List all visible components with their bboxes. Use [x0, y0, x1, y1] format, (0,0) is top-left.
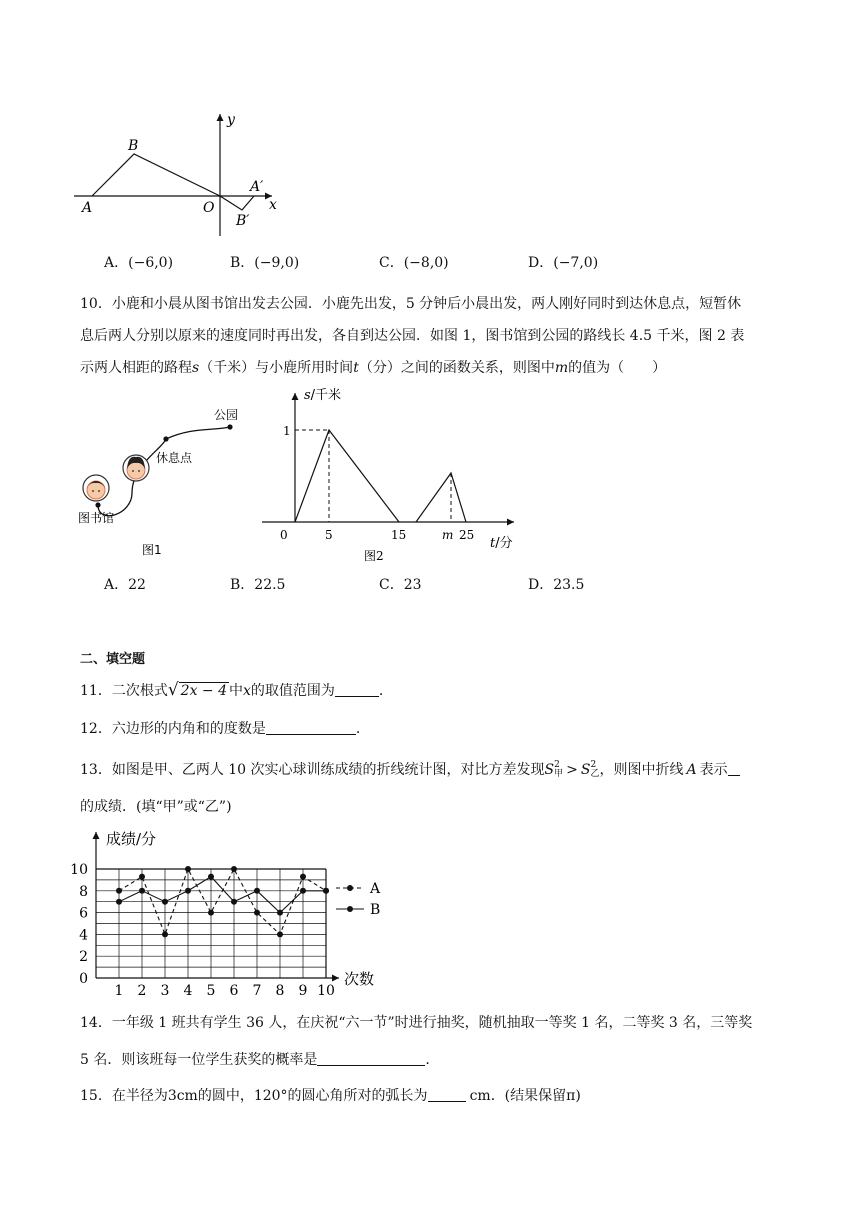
y-tick-label: 8 — [79, 883, 88, 900]
fig1-caption: 图1 — [142, 543, 162, 557]
data-point-B — [208, 874, 214, 880]
q9-option-d — [528, 252, 598, 272]
text: ．(结果保留π) — [490, 1088, 581, 1104]
q10-option-c — [379, 574, 422, 594]
q11-line — [80, 679, 780, 702]
option-value: 22 — [128, 577, 146, 593]
graph-segment-2 — [416, 473, 466, 522]
text: 11．二次根式 — [80, 683, 168, 699]
option-letter: D． — [528, 577, 554, 593]
y-tick-label: 2 — [79, 949, 88, 966]
q9-option-c — [379, 252, 449, 272]
data-point-A — [185, 866, 191, 872]
chart-ylabel: 成绩/分 — [106, 830, 157, 848]
data-point-B — [162, 899, 168, 905]
q13-line-2: 的成绩．(填“甲”或“乙”) — [80, 799, 232, 815]
data-point-A — [162, 931, 168, 937]
option-value: (−6,0) — [128, 255, 174, 271]
var-m: m — [554, 360, 569, 376]
x-tick-label: 5 — [206, 983, 216, 999]
option-value: 23 — [403, 577, 422, 593]
text: （分）之间的函数关系，则图中 — [358, 360, 555, 376]
variance-symbol: S — [580, 762, 591, 778]
tick-x-15: 15 — [391, 528, 407, 542]
answer-blank[interactable] — [728, 761, 740, 776]
q10-option-b — [230, 574, 285, 594]
answer-blank[interactable] — [428, 1087, 466, 1102]
q14-line-2 — [80, 1049, 780, 1071]
data-point-B — [231, 899, 237, 905]
library-label: 图书馆 — [78, 511, 115, 525]
data-point-A — [139, 874, 145, 880]
text: 15．在半径为3cm的圆中，120°的圆心角所对的弧长为 — [80, 1088, 428, 1104]
data-point-B — [300, 888, 306, 894]
text: 中 — [229, 683, 244, 699]
option-letter: A． — [104, 255, 129, 271]
option-value: 22.5 — [254, 577, 286, 593]
tick-y-1: 1 — [283, 424, 291, 438]
text: 的值为（ ） — [568, 360, 667, 376]
q9-figure — [70, 108, 290, 240]
x-tick-label: 6 — [229, 983, 239, 999]
park-label: 公园 — [214, 408, 239, 422]
legend-marker-A — [347, 885, 353, 891]
q14-line-1: 14．一年级 1 班共有学生 36 人，在庆祝“六一节”时进行抽奖，随机抽取一等奖 1 名，二等奖 3 名，三等奖 — [80, 1015, 753, 1031]
label-Ap: A′ — [250, 179, 264, 195]
data-point-B — [254, 888, 260, 894]
text: > — [566, 762, 578, 778]
ylabel: s/千米 — [304, 388, 342, 403]
triangle-ApBpO — [220, 196, 254, 210]
x-tick-label: 10 — [317, 983, 335, 999]
tick-x-0: 0 — [280, 528, 288, 542]
label-y: y — [227, 112, 235, 128]
data-point-A — [277, 931, 283, 937]
x-tick-label: 2 — [137, 983, 147, 999]
series-line-B — [119, 877, 326, 913]
text: cm — [469, 1088, 491, 1104]
data-point-B — [116, 899, 122, 905]
text: （千米）与小鹿所用时间 — [199, 360, 354, 376]
q15-line — [80, 1085, 780, 1107]
q10-figure-2 — [258, 383, 526, 567]
text: 12．六边形的内角和的度数是 — [80, 721, 266, 737]
option-letter: C． — [379, 255, 404, 271]
text: . — [378, 683, 384, 699]
xlabel: t/分 — [490, 536, 513, 551]
option-letter: B． — [230, 577, 255, 593]
x-tick-label: 8 — [275, 983, 285, 999]
x-tick-label: 7 — [252, 983, 262, 999]
fig2-caption: 图2 — [364, 549, 384, 563]
data-point-A — [231, 866, 237, 872]
subscript: 甲 — [554, 769, 564, 779]
var-x: x — [243, 683, 251, 699]
option-value: 23.5 — [553, 577, 585, 593]
var-A: A — [686, 762, 697, 778]
superscript: 2 — [554, 760, 560, 770]
data-point-B — [277, 910, 283, 916]
data-point-B — [139, 888, 145, 894]
label-O: O — [203, 200, 215, 216]
x-tick-label: 4 — [183, 983, 193, 999]
q13-line-1 — [80, 759, 780, 781]
rest-point — [163, 436, 168, 441]
variance-symbol: S — [544, 762, 555, 778]
answer-blank[interactable] — [335, 682, 379, 697]
y-tick-label: 4 — [79, 927, 88, 944]
option-letter: D． — [528, 255, 554, 271]
q10-figure-1 — [72, 405, 262, 565]
option-letter: B． — [230, 255, 255, 271]
q10-line-1: 10．小鹿和小晨从图书馆出发去公园．小鹿先出发，5 分钟后小晨出发，两人刚好同时到达休息点，短暂休 — [80, 296, 742, 312]
label-x: x — [269, 197, 277, 213]
tick-x-5: 5 — [325, 528, 333, 542]
legend-label-B: B — [370, 902, 381, 918]
data-point-A — [208, 910, 214, 916]
q9-option-b — [230, 252, 299, 272]
option-value: (−8,0) — [403, 255, 449, 271]
data-point-B — [185, 888, 191, 894]
person-icon — [83, 475, 109, 501]
text: . — [355, 721, 361, 737]
rest-label: 休息点 — [156, 451, 193, 465]
text: 5 名．则该班每一位学生获奖的概率是 — [80, 1052, 318, 1068]
data-point-A — [254, 910, 260, 916]
chart-xlabel: 次数 — [344, 970, 375, 988]
q10-option-d — [528, 574, 584, 594]
answer-blank[interactable] — [317, 1051, 425, 1066]
x-tick-label: 1 — [114, 983, 124, 999]
label-A: A — [82, 200, 93, 216]
q10-line-2: 息后两人分别以原来的速度同时再出发，各自到达公园．如图 1，图书馆到公园的路线长 4.5 千米，图 2 表 — [80, 328, 745, 344]
park-point — [227, 424, 232, 429]
y-tick-label: 0 — [79, 971, 88, 987]
text: 示两人相距的路程 — [80, 360, 192, 376]
text: 的取值范围为 — [250, 683, 335, 699]
graph-segment-1 — [295, 430, 399, 522]
person-icon — [123, 455, 149, 481]
q9-option-a — [104, 252, 173, 272]
data-point-A — [300, 874, 306, 880]
sqrt-expression: √ 2x − 4 — [167, 680, 228, 700]
tick-x-m: m — [442, 528, 454, 542]
x-tick-label: 9 — [298, 983, 308, 999]
subscript: 乙 — [590, 769, 600, 779]
var-t: t — [353, 360, 359, 376]
text: 13．如图是甲、乙两人 10 次实心球训练成绩的折线统计图，对比方差发现 — [80, 762, 545, 778]
q12-line — [80, 718, 780, 740]
text: . — [425, 1052, 430, 1068]
section-title: 二、填空题 — [80, 652, 146, 667]
tick-x-25: 25 — [459, 528, 475, 542]
q10-line-3 — [80, 357, 780, 379]
radicand: 2x − 4 — [180, 683, 228, 699]
library-point — [95, 502, 100, 507]
answer-blank[interactable] — [266, 720, 356, 735]
label-Bp: B′ — [236, 213, 250, 229]
text: ，则图中折线 — [599, 762, 684, 778]
q10-option-a — [104, 574, 146, 594]
legend-label-A: A — [370, 881, 381, 897]
superscript: 2 — [590, 760, 597, 770]
option-value: (−9,0) — [254, 255, 300, 271]
option-letter: A． — [104, 577, 129, 593]
var-s: s — [192, 360, 200, 376]
triangle-ABO — [92, 154, 220, 196]
legend-marker-B — [347, 906, 353, 912]
data-point-B — [323, 888, 329, 894]
x-tick-label: 3 — [160, 983, 170, 999]
label-B: B — [128, 138, 139, 154]
y-tick-label: 6 — [79, 905, 88, 922]
option-value: (−7,0) — [553, 255, 599, 271]
option-letter: C． — [379, 577, 404, 593]
data-point-A — [116, 888, 122, 894]
q13-line-chart — [70, 826, 394, 999]
y-tick-label: 10 — [70, 862, 88, 878]
text: 表示 — [699, 762, 728, 778]
